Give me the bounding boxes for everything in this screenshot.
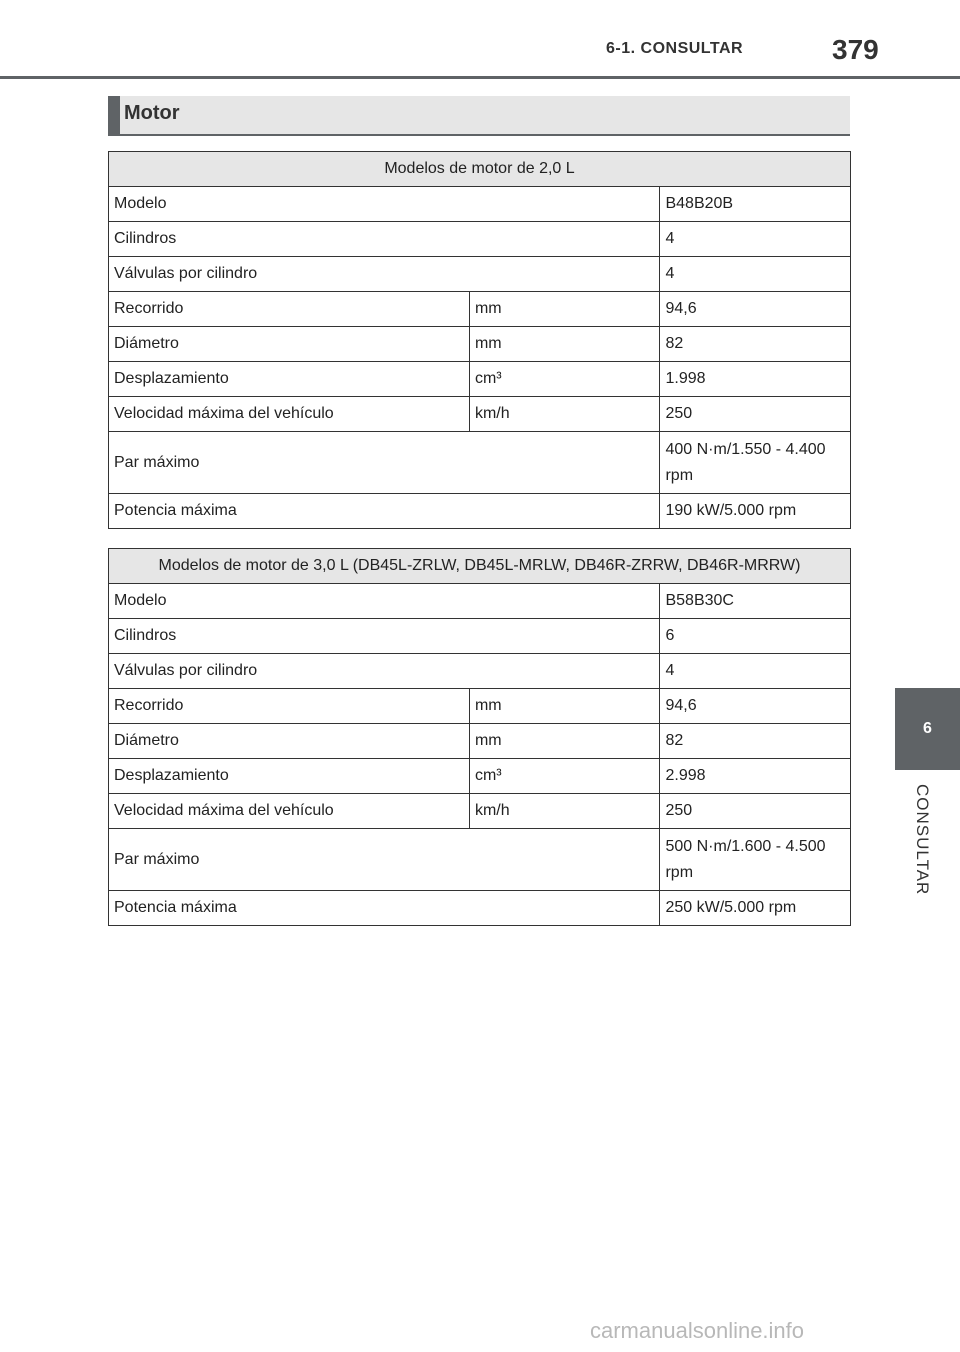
row-label: Válvulas por cilindro (109, 257, 660, 292)
section-title-accent (108, 96, 120, 134)
table-row (109, 187, 851, 222)
row-label: Recorrido (109, 292, 470, 327)
row-value-line1: 400 N·m/1.550 - 4.400 (665, 440, 826, 458)
row-unit: cm³ (469, 362, 660, 397)
row-value: 94,6 (660, 292, 851, 327)
row-label: Modelo (109, 187, 660, 222)
row-value (660, 829, 851, 891)
table-row (109, 292, 851, 327)
row-value: 82 (660, 724, 851, 759)
table-row (109, 222, 851, 257)
row-label: Velocidad máxima del vehículo (109, 794, 470, 829)
row-value: 6 (660, 619, 851, 654)
row-unit: mm (469, 327, 660, 362)
row-value-line1: 500 N·m/1.600 - 4.500 (665, 837, 826, 855)
row-unit: km/h (469, 397, 660, 432)
watermark: carmanualsonline.info (590, 1318, 805, 1343)
chapter-tab-label: CONSULTAR (913, 784, 932, 896)
row-value: 82 (660, 327, 851, 362)
table-row (109, 362, 851, 397)
row-label: Modelo (109, 584, 660, 619)
row-label: Diámetro (109, 327, 470, 362)
chapter-tab (895, 688, 960, 770)
row-label: Desplazamiento (109, 759, 470, 794)
row-value: 4 (660, 222, 851, 257)
row-label: Cilindros (109, 619, 660, 654)
table-row (109, 494, 851, 529)
row-value-line2: rpm (665, 466, 694, 484)
table-row (109, 584, 851, 619)
row-unit: cm³ (469, 759, 660, 794)
row-label: Potencia máxima (109, 494, 660, 529)
row-label: Potencia máxima (109, 891, 660, 926)
table-header-row (109, 549, 851, 584)
table-row (109, 654, 851, 689)
row-label: Velocidad máxima del vehículo (109, 397, 470, 432)
table-row (109, 759, 851, 794)
table-header: Modelos de motor de 3,0 L (DB45L-ZRLW, DB45L-MRLW, DB46R-ZRRW, DB46R-MRRW) (109, 549, 851, 584)
row-value: B48B20B (660, 187, 851, 222)
engine-spec-table-3-0 (108, 548, 851, 926)
header-divider (0, 76, 960, 79)
engine-spec-table-2-0 (108, 151, 851, 529)
row-unit: km/h (469, 794, 660, 829)
row-value: 250 (660, 794, 851, 829)
table-row (109, 689, 851, 724)
row-label: Recorrido (109, 689, 470, 724)
table-header-row (109, 152, 851, 187)
row-label: Válvulas por cilindro (109, 654, 660, 689)
row-label: Par máximo (109, 432, 660, 494)
table-row (109, 397, 851, 432)
table-row (109, 432, 851, 494)
row-value: 190 kW/5.000 rpm (660, 494, 851, 529)
row-label: Cilindros (109, 222, 660, 257)
row-value-line2: rpm (665, 863, 694, 881)
row-value: 2.998 (660, 759, 851, 794)
table-row (109, 724, 851, 759)
row-label: Par máximo (109, 829, 660, 891)
row-label: Diámetro (109, 724, 470, 759)
row-value: 94,6 (660, 689, 851, 724)
page-number: 379 (832, 34, 879, 65)
row-value: 1.998 (660, 362, 851, 397)
row-value (660, 432, 851, 494)
table-row (109, 794, 851, 829)
table-row (109, 257, 851, 292)
row-value: 4 (660, 257, 851, 292)
table-header: Modelos de motor de 2,0 L (109, 152, 851, 187)
row-unit: mm (469, 292, 660, 327)
row-value: 4 (660, 654, 851, 689)
table-row (109, 829, 851, 891)
section-title-box (108, 96, 850, 136)
chapter-tab-number: 6 (923, 720, 932, 737)
row-unit: mm (469, 689, 660, 724)
row-unit: mm (469, 724, 660, 759)
row-value: B58B30C (660, 584, 851, 619)
row-value: 250 (660, 397, 851, 432)
table-row (109, 327, 851, 362)
table-row (109, 891, 851, 926)
chapter-heading: 6-1. CONSULTAR (606, 40, 744, 57)
row-value: 250 kW/5.000 rpm (660, 891, 851, 926)
table-row (109, 619, 851, 654)
section-title: Motor (124, 102, 180, 124)
row-label: Desplazamiento (109, 362, 470, 397)
